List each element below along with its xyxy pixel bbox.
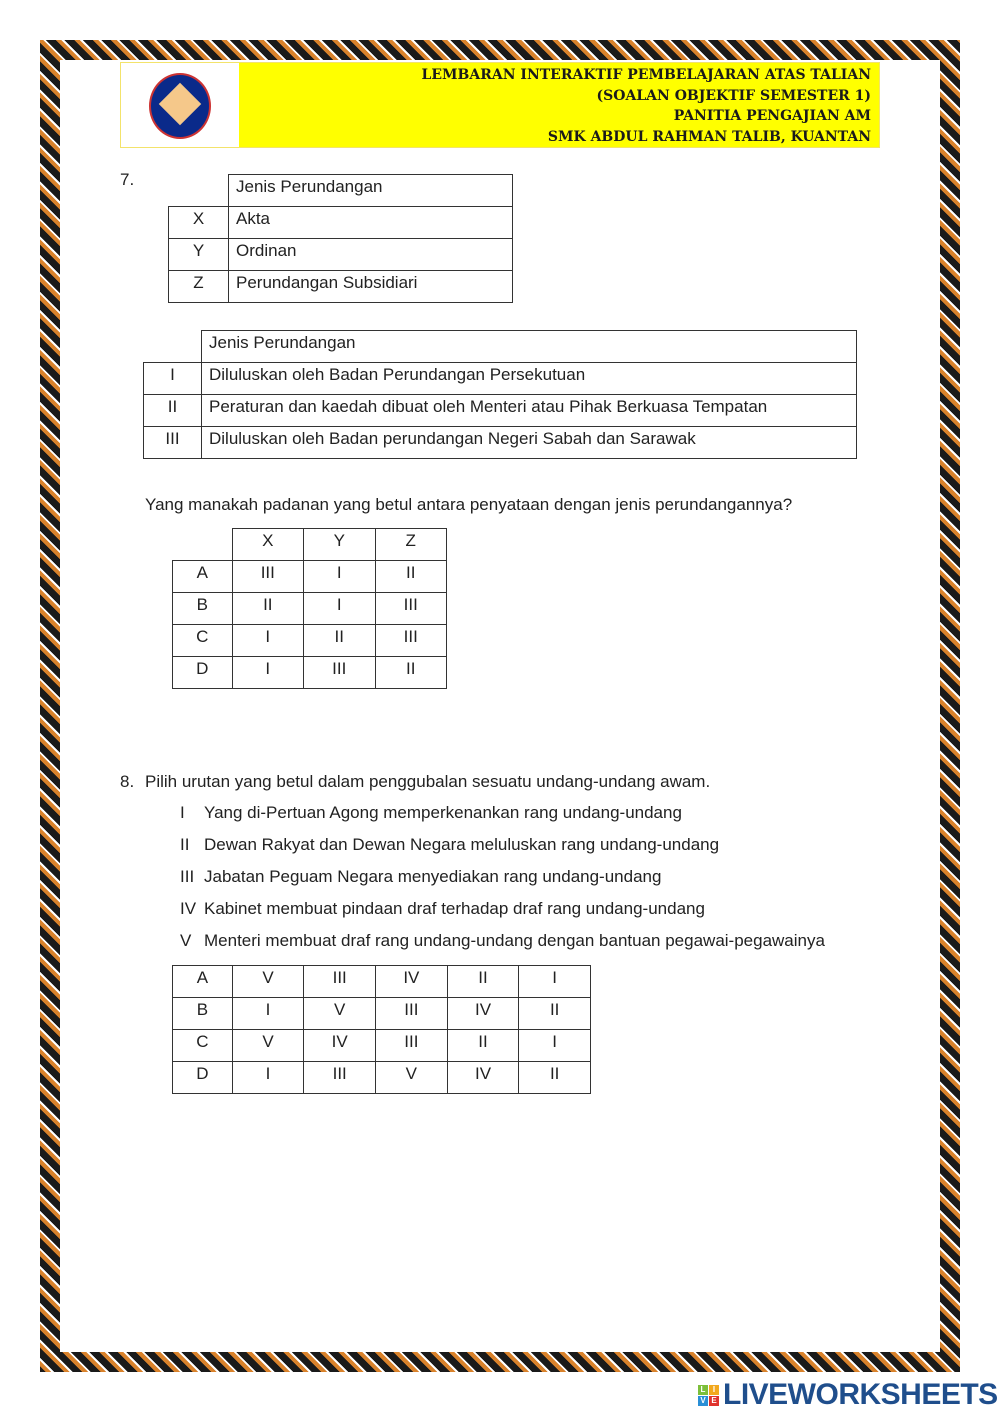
list-item: Kabinet membuat pindaan draf terhadap draf rang undang-undang: [204, 899, 705, 918]
legislation-types-table: [168, 174, 513, 303]
item-numeral: II: [180, 835, 190, 854]
item-numeral: IV: [180, 899, 197, 918]
table-row: II Peraturan dan kaedah dibuat oleh Menteri atau Pihak Berkuasa Tempatan: [144, 395, 857, 427]
question-number: 8.: [120, 772, 135, 791]
answer-options-table: [172, 528, 447, 689]
table-row: B I V III IV II: [173, 998, 591, 1030]
item-numeral: III: [180, 867, 195, 886]
liveworksheets-logo: [698, 1378, 998, 1412]
list-item: Dewan Rakyat dan Dewan Negara meluluskan rang undang-undang: [204, 835, 720, 854]
table-row: A V III IV II I: [173, 966, 591, 998]
table-row: B II I III: [173, 593, 447, 625]
school-crest-icon: [149, 73, 211, 139]
table-header: Jenis Perundangan: [202, 331, 857, 363]
item-numeral: I: [180, 803, 185, 822]
school-logo: [121, 63, 239, 147]
list-item: Jabatan Peguam Negara menyediakan rang undang-undang: [204, 867, 662, 886]
table-row: III Diluluskan oleh Badan perundangan Negeri Sabah dan Sarawak: [144, 427, 857, 459]
table-row: Z Perundangan Subsidiari: [169, 271, 513, 303]
header-line: LEMBARAN INTERAKTIF PEMBELAJARAN ATAS TALIAN: [421, 67, 871, 83]
header-line: PANITIA PENGAJIAN AM: [673, 108, 871, 124]
brand-name: LIVEWORKSHEETS: [723, 1378, 998, 1411]
table-row: X Akta: [169, 207, 513, 239]
table-row: D I III II: [173, 657, 447, 689]
question-text: Yang manakah padanan yang betul antara penyataan dengan jenis perundangannya?: [145, 495, 793, 514]
statements-table: [143, 330, 857, 459]
list-item: Yang di-Pertuan Agong memperkenankan rang undang-undang: [204, 803, 682, 822]
header-title: [422, 65, 871, 147]
list-item: Menteri membuat draf rang undang-undang dengan bantuan pegawai-pegawainya: [204, 931, 825, 950]
live-badge-icon: L I V E: [698, 1385, 719, 1406]
header-line: (SOALAN OBJEKTIF SEMESTER 1): [596, 87, 871, 104]
question-number: 7.: [120, 170, 135, 189]
table-row: I Diluluskan oleh Badan Perundangan Persekutuan: [144, 363, 857, 395]
table-row: C I II III: [173, 625, 447, 657]
item-numeral: V: [180, 931, 192, 950]
answer-options-table: [172, 965, 591, 1094]
table-header-row: X Y Z: [173, 529, 447, 561]
table-row: Y Ordinan: [169, 239, 513, 271]
table-row: D I III V IV II: [173, 1062, 591, 1094]
table-row: A III I II: [173, 561, 447, 593]
header-banner: [120, 62, 880, 148]
table-header: Jenis Perundangan: [229, 175, 513, 207]
header-line: SMK ABDUL RAHMAN TALIB, KUANTAN: [547, 128, 871, 145]
question-text: Pilih urutan yang betul dalam penggubalan sesuatu undang-undang awam.: [145, 772, 711, 791]
table-row: C V IV III II I: [173, 1030, 591, 1062]
